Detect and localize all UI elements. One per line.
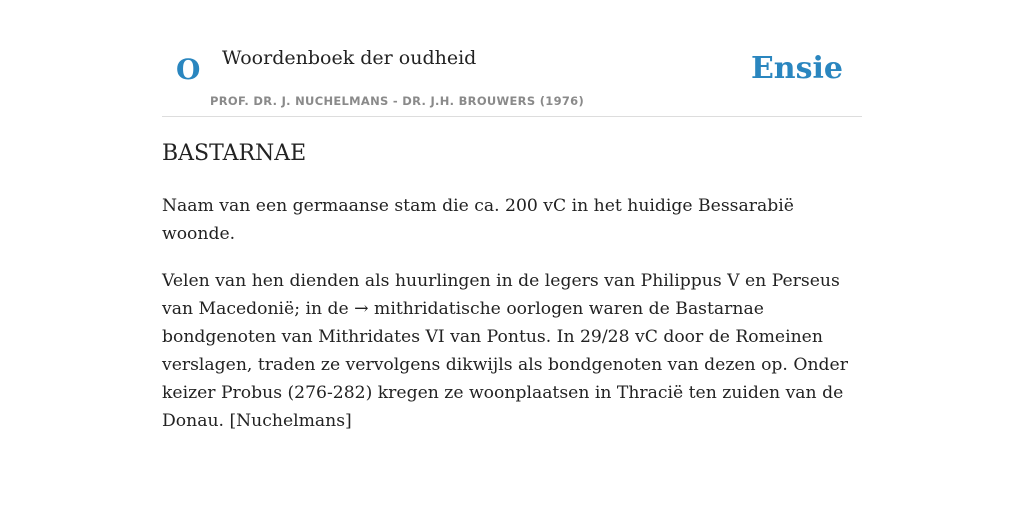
dictionary-title[interactable]: Woordenboek der oudheid	[222, 47, 477, 69]
entry-paragraph-1: Naam van een germaanse stam die ca. 200 vC in het huidige Bessarabië woonde.	[162, 196, 794, 244]
paragraph-2-text-before: Velen van hen dienden als huurlingen in de legers van Philippus V en Perseus van Macedonië; in de	[162, 271, 840, 319]
dictionary-header	[162, 0, 862, 117]
entry-title: BASTARNAE	[162, 141, 307, 166]
arrow-right-icon: →	[354, 299, 369, 319]
entry-content	[162, 138, 867, 435]
dictionary-logo[interactable]: O	[176, 53, 201, 86]
ensie-logo-link[interactable]: Ensie	[750, 51, 843, 86]
cross-reference-label: mithridatische oorlogen	[374, 299, 584, 319]
dictionary-authors: PROF. DR. J. NUCHELMANS - DR. J.H. BROUWERS (1976)	[210, 94, 585, 108]
cross-reference-link[interactable]	[354, 299, 583, 319]
entry-paragraph-2	[162, 267, 867, 435]
paragraph-2-text-after: waren de Bastarnae bondgenoten van Mithridates VI van Pontus. In 29/28 vC door de Romeinen verslagen, traden ze vervolgens dikwijls als bondgenoten van dezen op. Onder keizer Probus (276-282) kregen ze woonplaatsen in Thracië ten zuiden van de Donau. [Nuchelmans]	[162, 299, 848, 431]
